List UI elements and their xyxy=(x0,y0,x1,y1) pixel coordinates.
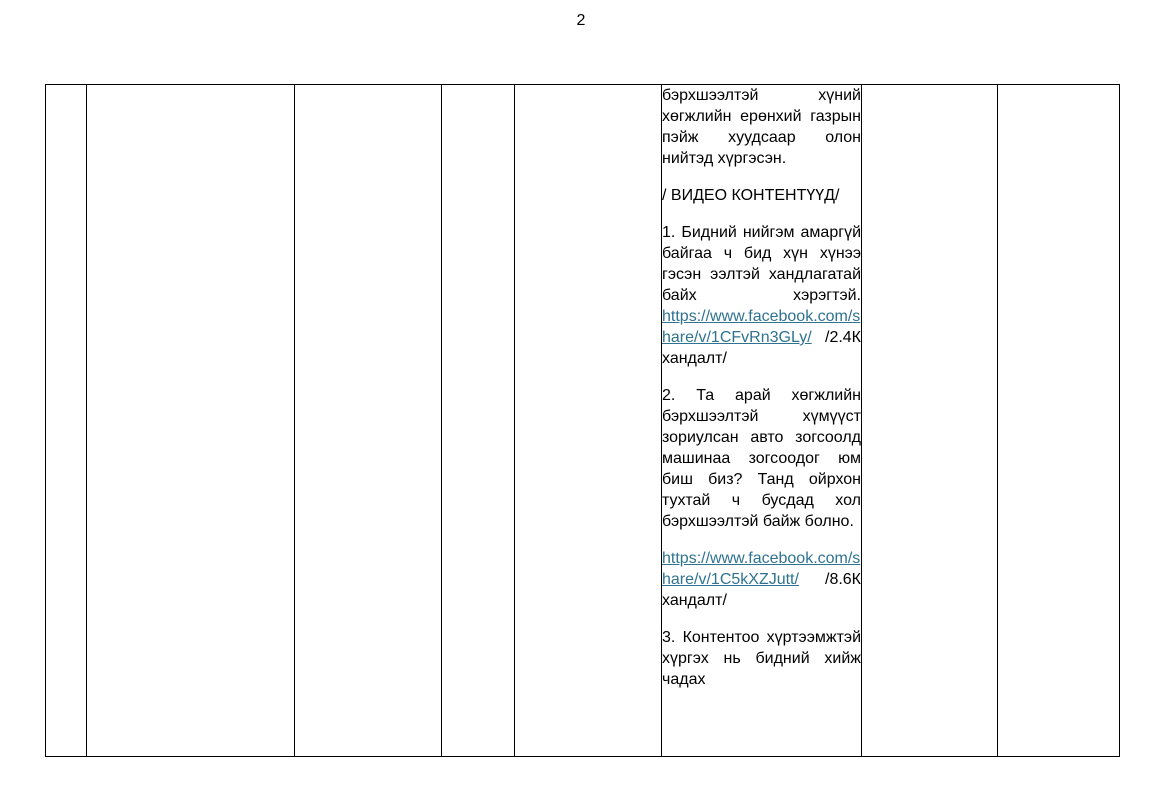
paragraph-continued-text xyxy=(662,85,861,169)
empty-cell-3 xyxy=(295,85,442,757)
empty-cell-5 xyxy=(515,85,662,757)
text-run: 3. Контентоо хүртээмжтэй хүргэх нь бидний хийж чадах xyxy=(662,629,861,688)
table-row xyxy=(46,85,1120,757)
empty-cell-1 xyxy=(46,85,87,757)
text-run: /2.4К хандалт/ xyxy=(662,329,861,367)
content-cell-clip xyxy=(662,85,861,751)
facebook-link[interactable]: https://www.facebook.com/share/v/1C5kXZJutt/ xyxy=(662,550,861,588)
paragraph-video-item-1 xyxy=(662,222,861,369)
empty-cell-8 xyxy=(998,85,1120,757)
page-number: 2 xyxy=(576,12,586,29)
facebook-link[interactable]: https://www.facebook.com/share/v/1CFvRn3GLy/ xyxy=(662,308,861,346)
paragraph-video-item-2 xyxy=(662,385,861,532)
text-run: / ВИДЕО КОНТЕНТҮҮД/ xyxy=(662,187,840,204)
empty-cell-4 xyxy=(442,85,515,757)
text-run: бэрхшээлтэй хүний хөгжлийн ерөнхий газрын пэйж хуудсаар олон нийтэд хүргэсэн. xyxy=(662,87,861,167)
empty-cell-7 xyxy=(862,85,998,757)
empty-cell-2 xyxy=(87,85,295,757)
content-cell xyxy=(662,85,862,757)
paragraph-video-item-2-link xyxy=(662,548,861,611)
paragraph-video-section-heading xyxy=(662,185,861,206)
report-table xyxy=(45,84,1120,757)
text-run: 1. Бидний нийгэм амаргүй байгаа ч бид хүн хүнээ гэсэн ээлтэй хандлагатай байх хэрэгтэй. xyxy=(662,224,861,304)
paragraph-video-item-3 xyxy=(662,627,861,690)
text-run: /8.6К хандалт/ xyxy=(662,571,861,609)
text-run: 2. Та арай хөгжлийн бэрхшээлтэй хүмүүст зориулсан авто зогсоолд машинаа зогсоодог юм биш биз? Танд ойрхон тухтай ч бусдад хол бэрхшээлтэй байж болно. xyxy=(662,387,861,530)
